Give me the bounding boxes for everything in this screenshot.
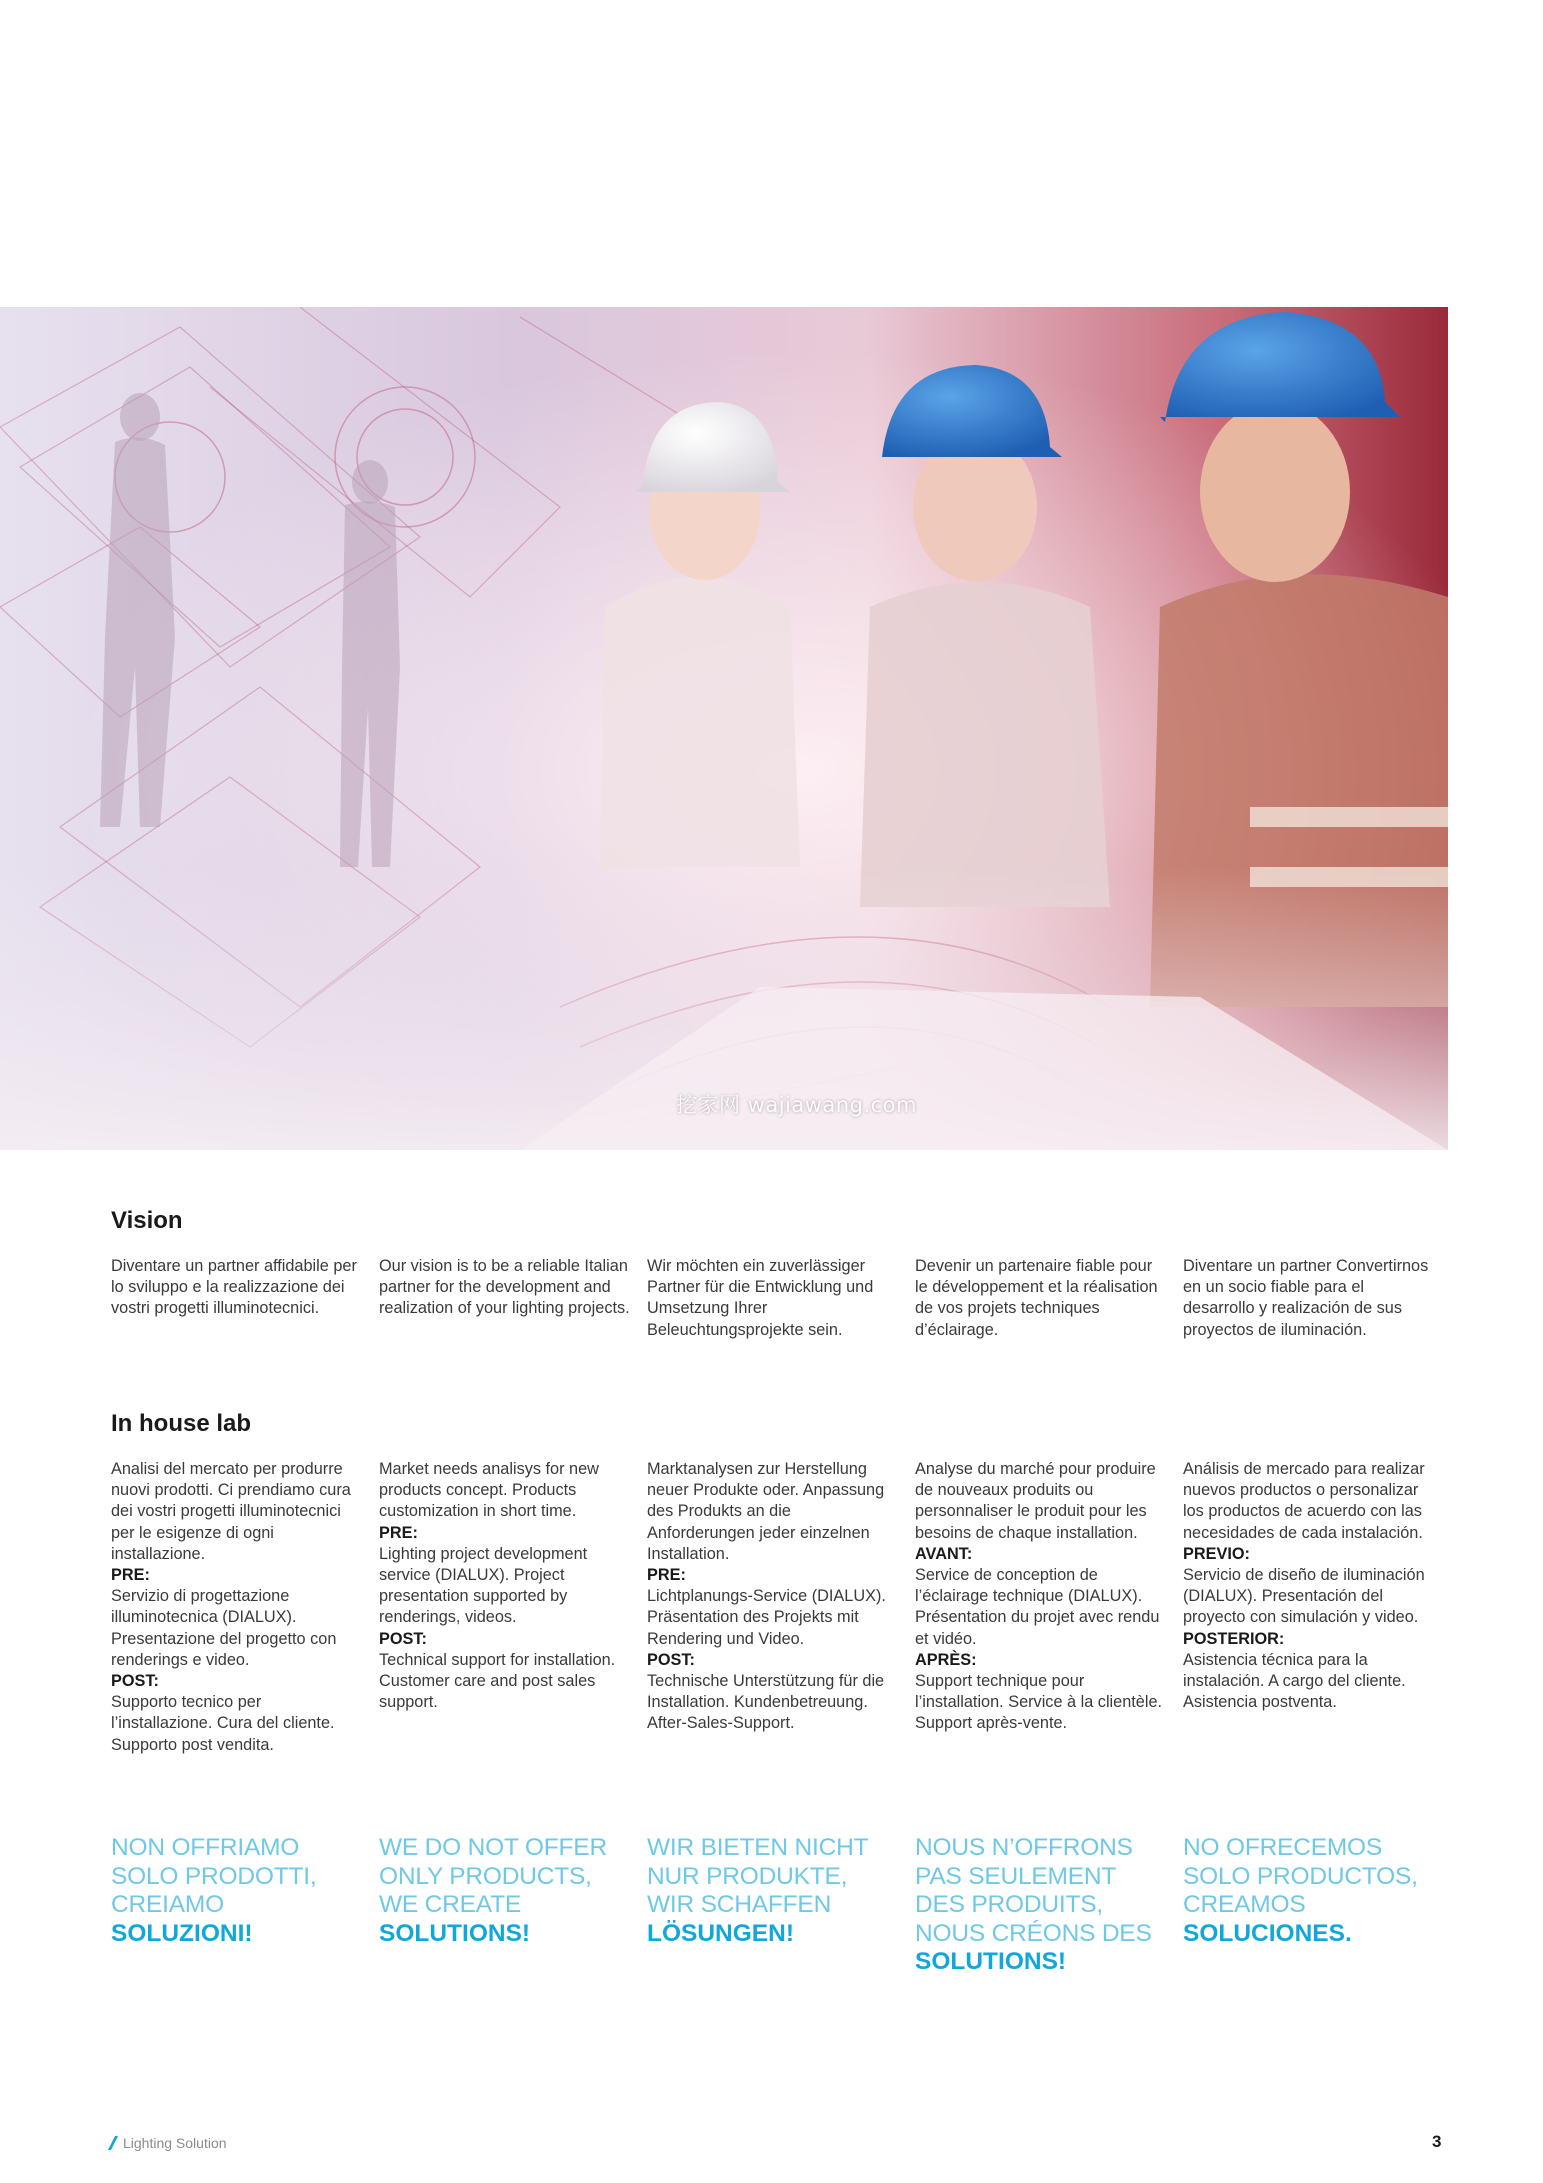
footer-brand-text: Lighting Solution	[123, 2135, 227, 2151]
slogan-line: PAS SEULEMENT	[915, 1862, 1117, 1890]
slogan-line: NO OFRECEMOS	[1183, 1834, 1383, 1861]
slogan-emphasis: LÖSUNGEN!	[647, 1919, 794, 1947]
hero-image	[0, 307, 1448, 1150]
slogan-line: SOLO PRODOTTI,	[111, 1862, 317, 1890]
lab-post-text: Technical support for installation. Customer care and post sales support.	[379, 1650, 616, 1712]
slash-logo-icon	[108, 2136, 118, 2150]
lab-pre-text: Service de conception de l’éclairage technique (DIALUX). Présentation du projet avec rendu et vidéo.	[915, 1566, 1160, 1648]
vision-column-fr	[915, 1256, 1183, 1341]
slogan-line: NON OFFRIAMO	[111, 1834, 300, 1861]
slogan-line: NOUS N’OFFRONS	[915, 1834, 1133, 1861]
vision-column-es	[1183, 1256, 1451, 1341]
slogan-es	[1183, 1834, 1451, 1977]
lab-post-label: POST:	[111, 1672, 159, 1691]
slogan-line: WE DO NOT OFFER	[379, 1834, 607, 1861]
lab-column-fr	[915, 1459, 1183, 1756]
lab-post-text: Supporto tecnico per l’installazione. Cura del cliente. Supporto post vendita.	[111, 1693, 335, 1754]
slogan-emphasis: SOLUCIONES.	[1183, 1919, 1352, 1947]
lab-post-label: POST:	[647, 1650, 695, 1669]
slogan-emphasis: SOLUTIONS!	[915, 1948, 1067, 1975]
vision-heading: Vision	[111, 1207, 183, 1234]
lab-column-it	[111, 1459, 379, 1756]
lab-intro: Market needs analisys for new products concept. Products customization in short time.	[379, 1460, 599, 1521]
vision-text-de: Wir möchten ein zuverlässiger Partner für die Entwicklung und Umsetzung Ihrer Beleuchtungsprojekte sein.	[647, 1257, 874, 1339]
lab-pre-label: AVANT:	[915, 1544, 973, 1563]
slogan-line: ONLY PRODUCTS,	[379, 1862, 592, 1890]
lab-pre-label: PRE:	[111, 1566, 150, 1585]
lab-post-text: Support technique pour l’installation. Service à la clientèle. Support après-vente.	[915, 1672, 1163, 1733]
lab-intro: Análisis de mercado para realizar nuevos productos o personalizar los productos de acuerdo con las necesidades de cada instalación.	[1183, 1460, 1425, 1542]
lab-post-label: APRÈS:	[915, 1650, 977, 1669]
vision-columns	[111, 1256, 1451, 1341]
lab-column-es	[1183, 1459, 1451, 1756]
slogan-emphasis: SOLUTIONS!	[379, 1919, 531, 1947]
lab-pre-text: Lighting project development service (DIALUX). Project presentation supported by renderings, videos.	[379, 1544, 588, 1627]
slogan-it	[111, 1834, 379, 1977]
lab-pre-label: PREVIO:	[1183, 1544, 1250, 1563]
slogan-fr	[915, 1834, 1183, 1977]
lab-post-text: Technische Unterstützung für die Installation. Kundenbetreuung. After-Sales-Support.	[647, 1672, 885, 1733]
watermark-text: 挖家网 wajiawang.com	[676, 1093, 917, 1117]
engineers-blueprint-photo	[0, 307, 1448, 1150]
vision-text-es: Diventare un partner Convertirnos en un socio fiable para el desarrollo y realización de sus proyectos de iluminación.	[1183, 1257, 1429, 1339]
slogan-line: WIR SCHAFFEN	[647, 1891, 832, 1918]
lab-column-de	[647, 1459, 915, 1756]
slogan-columns	[111, 1834, 1451, 1977]
lab-column-en	[379, 1459, 647, 1756]
footer-brand	[108, 2135, 227, 2151]
slogan-line: NUR PRODUKTE,	[647, 1862, 848, 1890]
slogan-line: CREAMOS	[1183, 1891, 1306, 1918]
vision-text-en: Our vision is to be a reliable Italian partner for the development and realization of your lighting projects.	[379, 1257, 630, 1318]
slogan-line: WIR BIETEN NICHT	[647, 1834, 869, 1861]
lab-post-label: POSTERIOR:	[1183, 1629, 1285, 1648]
slogan-de	[647, 1834, 915, 1977]
slogan-line: DES PRODUITS,	[915, 1891, 1103, 1918]
vision-text-it: Diventare un partner affidabile per lo sviluppo e la realizzazione dei vostri progetti illuminotecnici.	[111, 1257, 357, 1318]
slogan-line: CREIAMO	[111, 1891, 224, 1918]
slogan-line: SOLO PRODUCTOS,	[1183, 1862, 1418, 1890]
vision-column-en	[379, 1256, 647, 1341]
lab-pre-label: PRE:	[379, 1523, 418, 1542]
slogan-en	[379, 1834, 647, 1977]
vision-column-de	[647, 1256, 915, 1341]
lab-post-label: POST:	[379, 1629, 427, 1648]
lab-pre-text: Servizio di progettazione illuminotecnica (DIALUX). Presentazione del progetto con renderings e video.	[111, 1587, 337, 1669]
lab-post-text: Asistencia técnica para la instalación. A cargo del cliente. Asistencia postventa.	[1183, 1650, 1406, 1712]
lab-intro: Analisi del mercato per produrre nuovi prodotti. Ci prendiamo cura dei vostri progetti illuminotecnici per le esigenze di ogni installazione.	[111, 1460, 351, 1563]
lab-pre-text: Servicio de diseño de iluminación (DIALUX). Presentación del proyecto con simulación y video.	[1183, 1566, 1425, 1627]
lab-intro: Analyse du marché pour produire de nouveaux produits ou personnaliser le produit pour les besoins de chaque installation.	[915, 1460, 1156, 1542]
vision-text-fr: Devenir un partenaire fiable pour le développement et la réalisation de vos projets techniques d’éclairage.	[915, 1257, 1158, 1339]
lab-intro: Marktanalysen zur Herstellung neuer Produkte oder. Anpassung des Produkts an die Anforderungen jeder einzelnen Installation.	[647, 1460, 885, 1563]
slogan-line: NOUS CRÉONS DES	[915, 1919, 1152, 1947]
vision-column-it	[111, 1256, 379, 1341]
lab-columns	[111, 1459, 1451, 1756]
slogan-emphasis: SOLUZIONI!	[111, 1919, 253, 1947]
page-number: 3	[1432, 2132, 1442, 2151]
lab-pre-label: PRE:	[647, 1566, 686, 1585]
lab-heading: In house lab	[111, 1410, 252, 1437]
slogan-line: WE CREATE	[379, 1891, 522, 1918]
lab-pre-text: Lichtplanungs-Service (DIALUX). Präsentation des Projekts mit Rendering und Video.	[647, 1587, 886, 1648]
